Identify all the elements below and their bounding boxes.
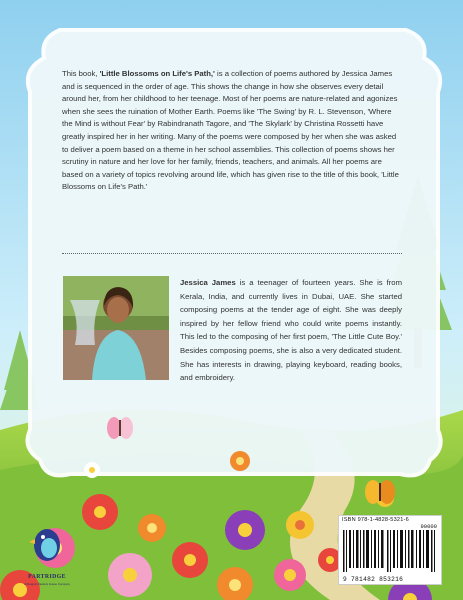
book-description [62, 68, 402, 194]
description-body: is a collection of poems authored by Jessica James and is sequenced in the order of age. This shows the change in how she observes every detail around her, from her childhood to her teenage. Most of her poems are nature-related and agonizes when she sees the ruination of Mother Earth. Poems like 'The Swing' by R. L. Stevenson, 'Where the Mind is without Fear' by Rabindranath Tagore, and 'The Skylark' by Christina Rossetti have greatly inspired her in her writing. Many of the poems were composed by her when she was asked to deliver a poem based on a theme in her school assemblies. This collection of poems shows her scrutiny in nature and her love for her family, friends, teachers, and animals. All her poems are based on a variety of topics revolving around life, which has given rise to the title of this book, 'Little Blossoms on Life's Path.' [62, 69, 399, 192]
book-title: 'Little Blossoms on Life's Path,' [99, 69, 215, 78]
author-photo [63, 276, 169, 380]
price-code: 90000 [420, 523, 437, 530]
isbn-label: ISBN 978-1-4828-5321-6 [342, 517, 409, 523]
description-intro: This book, [62, 69, 100, 78]
author-name: Jessica James [180, 278, 236, 287]
butterfly-icon [107, 417, 133, 439]
barcode-number: 9 781482 853216 [343, 576, 404, 583]
section-divider [62, 253, 402, 254]
author-bio-text: is a teenager of fourteen years. She is from Kerala, India, and currently lives in Dubai, UAE. She started composing poems at the tender age of eight. She was deeply inspired by her fellow friend who could write poems instantly. This led to the composing of her first poem, 'The Little Cute Boy.' Besides composing poems, she is also a very dedicated student. She has interests in drawing, playing keyboard, reading books, and embroidery. [180, 278, 402, 383]
barcode-block [338, 515, 442, 585]
barcode-icon [343, 530, 437, 572]
author-bio [180, 276, 402, 385]
butterfly-icon [365, 480, 395, 504]
publisher-name: PARTRIDGE [28, 574, 66, 580]
publisher-tagline: A Penguin Random House Company [24, 582, 70, 586]
